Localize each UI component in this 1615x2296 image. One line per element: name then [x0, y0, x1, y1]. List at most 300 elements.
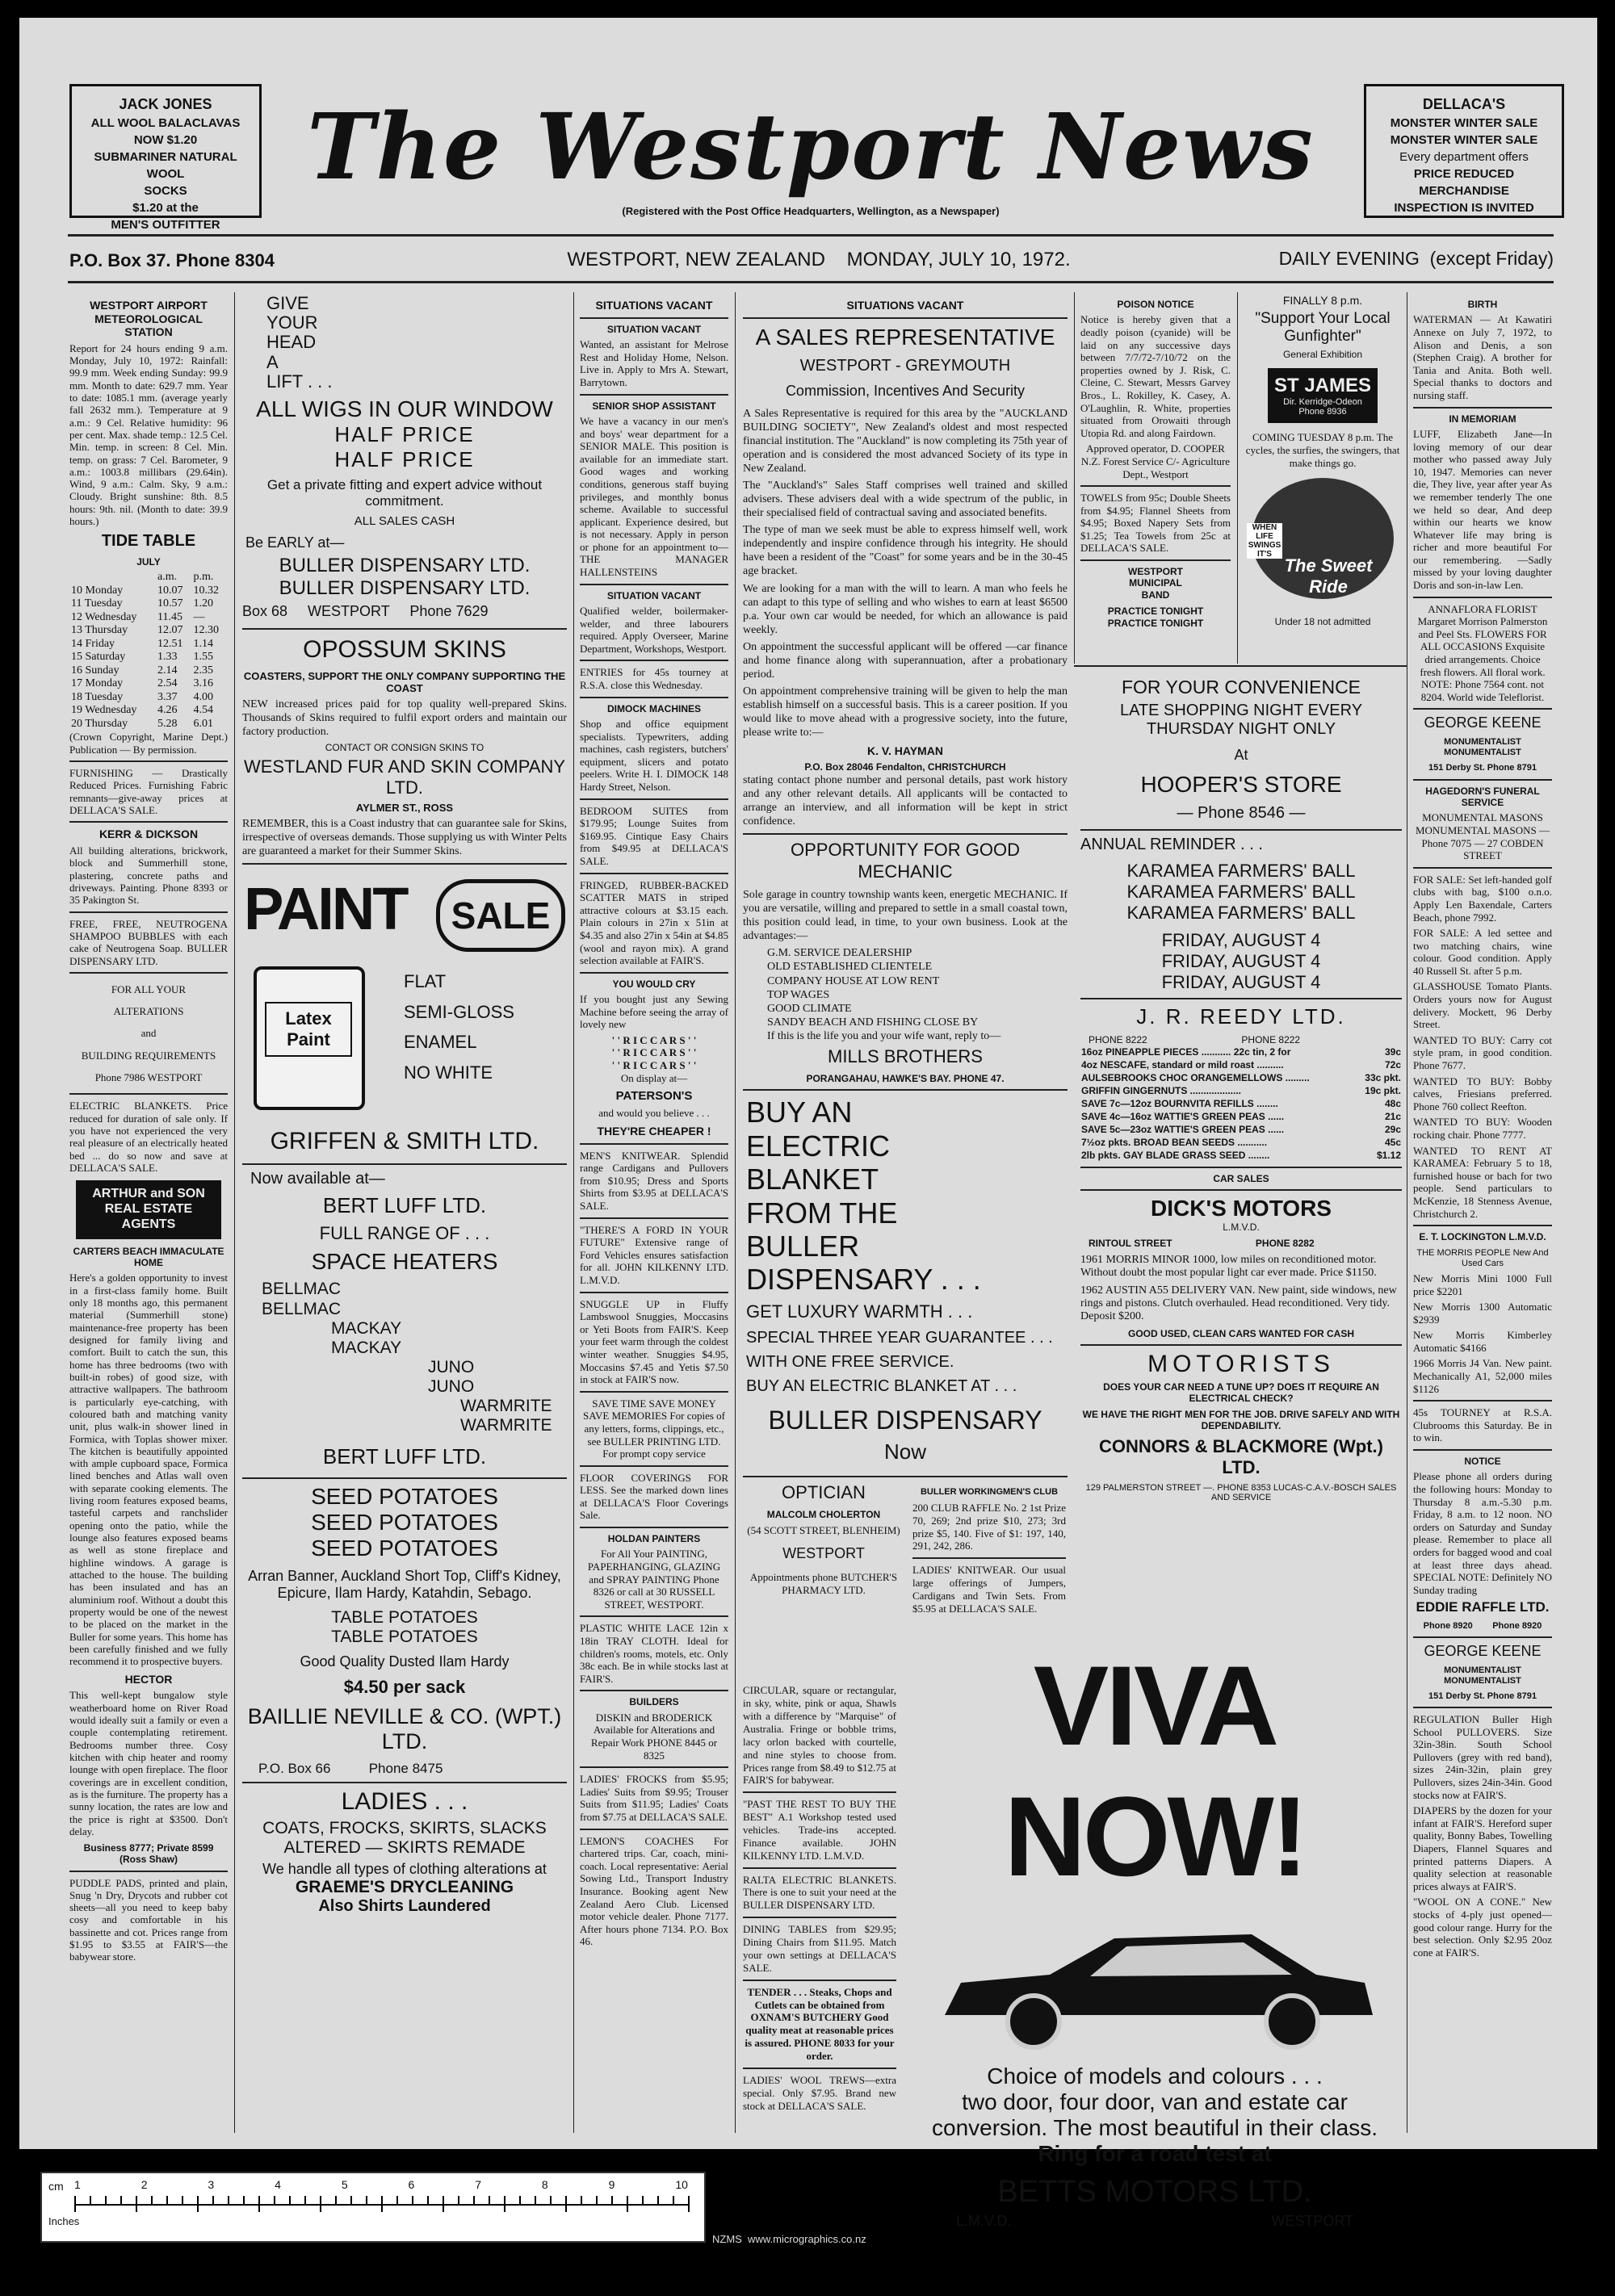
- weather-report: Report for 24 hours ending 9 a.m. Monday, July 10, 1972: Rainfall: 99.9 mm. Week ending Sunday: 99.9 mm. Month to date: 629.7 mm. Year to date: 1085.1 mm. (average yearly fall 2632 mm.). Temperature at 9 a.m.: 9 Cel. Relative humidity: 96 per cent. Max. shade temp.: 12.5 Cel. Min. temp. in screen: 8 Cel. Min. temp. on grass: 7 Cel. Barometer, 9 a.m.: 1003.8 millibars (29.64in). Wind, 9 a.m.: Calm. Sky, 9 a.m.: Cloudy. Bright sunshine: 8th. 8.5 hours: 9th. nil. (Month to date: 39.9 hours.): [69, 341, 228, 528]
- column-1: [69, 294, 228, 2135]
- tide-pm: 1.14: [193, 637, 213, 650]
- space-heaters: SPACE HEATERS: [311, 1249, 498, 1275]
- grocery-row: [1080, 1123, 1402, 1136]
- band-line: WESTPORT: [1128, 566, 1183, 578]
- tide-row: [69, 597, 228, 611]
- paint-can-ad: [242, 958, 567, 1128]
- separator: [1080, 485, 1231, 487]
- grocery-item: 16oz PINEAPPLE PIECES ........... 22c tin, 2 for: [1081, 1046, 1291, 1058]
- sv-heading: SITUATIONS VACANT: [595, 299, 713, 312]
- connors-blackmore: CONNORS & BLACKMORE (Wpt.) LTD.: [1099, 1436, 1383, 1477]
- finally: FINALLY 8 p.m.: [1282, 294, 1363, 307]
- cholerton: MALCOLM CHOLERTON: [766, 1509, 881, 1521]
- heater-brands: [242, 1280, 567, 1435]
- cars-wanted: GOOD USED, CLEAN CARS WANTED FOR CASH: [1127, 1328, 1354, 1339]
- hagedorns: HAGEDORN'S FUNERAL SERVICE: [1425, 785, 1540, 808]
- ladies-headline: LADIES . . .: [341, 1787, 468, 1815]
- heater-brand: JUNO: [428, 1357, 475, 1376]
- separator: [580, 1690, 728, 1691]
- notice-heading: NOTICE: [1464, 1456, 1501, 1468]
- reedy-phone: PHONE 8222 PHONE 8222: [1089, 1034, 1301, 1045]
- tide-am: 10.07: [157, 584, 183, 597]
- give-line: YOUR: [266, 312, 318, 333]
- ruler-tick: [90, 2196, 91, 2204]
- optician-westport: WESTPORT: [782, 1544, 865, 1561]
- ruler-inches: Inches: [48, 2215, 80, 2227]
- separator: [743, 1867, 896, 1869]
- ruler-tick: [565, 2196, 567, 2212]
- conversion: conversion. The most beautiful in their class.: [932, 2115, 1378, 2140]
- ruler-tick: [350, 2196, 352, 2204]
- ruler-tick: [504, 2196, 505, 2212]
- masthead-rule: [68, 234, 1554, 237]
- grocery-row: [1080, 1058, 1402, 1071]
- separator: [69, 972, 228, 974]
- alter-line: BUILDING REQUIREMENTS: [81, 1049, 216, 1062]
- when-life: WHEN LIFE SWINGS IT'S: [1248, 523, 1282, 559]
- guarantee-text: SPECIAL THREE YEAR GUARANTEE . . .: [746, 1328, 1053, 1347]
- ruler-tick: [657, 2196, 659, 2204]
- morris-model: 1966 Morris J4 Van. New paint. Mechanically A1, 52,000 miles: [1413, 1357, 1552, 1383]
- now-word: Now: [883, 1439, 926, 1464]
- under-18: Under 18 not admitted: [1274, 616, 1371, 627]
- separator: [1080, 1189, 1402, 1191]
- ear-line: NOW $1.20: [133, 133, 198, 148]
- tide-row: [69, 624, 228, 638]
- memoriam-notice: LUFF, Elizabeth Jane—In loving memory of our dear mother who passed away July 10, 1947. Memories can never die, They live, year after year As we remember tenderly The one we held so dear, And deep within our hearts we know Whatever life may bring is richer and more beautiful For our remembering. —Sadly missed by your loving daughter Doris and son-in-law Len.: [1413, 427, 1552, 592]
- baillie-neville: BAILLIE NEVILLE & CO. (WPT.) LTD.: [247, 1703, 562, 1753]
- seed-potatoes: SEED POTATOES: [311, 1509, 498, 1535]
- betts-motors: BETTS MOTORS LTD.: [997, 2175, 1312, 2209]
- reedy-title: J. R. REEDY LTD.: [1136, 1004, 1346, 1029]
- tide-month: JULY: [136, 556, 161, 568]
- grocery-price: 21c: [1384, 1111, 1401, 1122]
- half-price: HALF PRICE: [334, 446, 475, 471]
- patersons: PATERSON'S: [615, 1089, 693, 1104]
- ilam-hardy: Good Quality Dusted Ilam Hardy: [300, 1653, 510, 1670]
- ear-dellacas: [1364, 84, 1564, 218]
- lockington-sub: THE MORRIS PEOPLE New And Used Cars: [1416, 1247, 1549, 1268]
- separator: [1413, 1225, 1552, 1226]
- advantage: GOOD CLIMATE: [767, 1002, 852, 1015]
- finish-item: NO WHITE: [404, 1062, 493, 1083]
- wanted-chair: WANTED TO BUY: Wooden rocking chair. Phone 7777.: [1413, 1116, 1552, 1141]
- glasshouse-ad: GLASSHOUSE Tomato Plants. Orders yours now for August delivery. Mockett, 96 Derby Street.: [1413, 980, 1552, 1031]
- viva-now-headline: VIVA NOW!: [1004, 1642, 1306, 1900]
- tide-day: 11 Tuesday: [71, 597, 123, 610]
- hoopers-phone: — Phone 8546 —: [1177, 804, 1306, 822]
- tender-ad: TENDER . . . Steaks, Chops and Cutlets can be obtained from OXNAM'S BUTCHERY Good quality meat at reasonable prices is assured. PHONE 8033 for your order.: [745, 1985, 895, 2062]
- raffle-text: 200 CLUB RAFFLE No. 2 1st Prize 70, 269; 2nd prize $10, 273; 3rd prize $5, 140. Five of $1: 197, 140, 291, 242, 286.: [912, 1501, 1066, 1552]
- heater-brand: WARMRITE: [460, 1416, 552, 1435]
- morris-list: [1413, 1272, 1552, 1395]
- ear-line: $1.20 at the: [132, 201, 199, 216]
- give-line: GIVE: [266, 293, 309, 313]
- separator: [1413, 1449, 1552, 1451]
- column-7: [1413, 294, 1552, 2135]
- tide-pm: 12.30: [193, 624, 219, 637]
- cheaper-text: THEY'RE CHEAPER !: [597, 1124, 711, 1138]
- westland-fur: WESTLAND FUR AND SKIN COMPANY LTD.: [243, 756, 566, 798]
- separator: [580, 972, 728, 974]
- workingmens-ad: [912, 1482, 1066, 1618]
- tide-col: p.m.: [193, 571, 214, 584]
- right-men: WE HAVE THE RIGHT MEN FOR THE JOB. DRIVE SAFELY AND WITH DEPENDABILITY.: [1082, 1409, 1400, 1431]
- ruler-tick: [243, 2196, 245, 2204]
- ear-line: SOCKS: [144, 184, 187, 199]
- tide-am: 12.51: [157, 637, 183, 650]
- tide-row: [69, 718, 228, 731]
- viva-footer: [956, 2213, 1353, 2230]
- ruler-tick: [74, 2196, 76, 2212]
- ruler-num: 5: [341, 2178, 348, 2191]
- tide-day: 10 Monday: [71, 584, 124, 597]
- grocery-list: [1080, 1045, 1402, 1162]
- porangahau: PORANGAHAU, HAWKE'S BAY. PHONE 47.: [806, 1072, 1005, 1084]
- late-shopping: LATE SHOPPING NIGHT EVERY THURSDAY NIGHT ONLY: [1119, 702, 1363, 738]
- ruler-tick: [366, 2196, 367, 2204]
- dining-ad: DINING TABLES from $29.95; Dining Chairs from $11.95. Match your own settings at DELLACA'S SALE.: [743, 1923, 896, 1974]
- wife-text: If this is the life you and your wife want, reply to—: [767, 1029, 1001, 1042]
- ruler-num: 1: [74, 2178, 81, 2191]
- rintoul-street: RINTOUL STREET PHONE 8282: [1089, 1238, 1315, 1249]
- morris-item: [1413, 1272, 1552, 1297]
- separator: [743, 2068, 896, 2069]
- separator: [1413, 708, 1552, 710]
- dicks-lmvd: L.M.V.D.: [1223, 1221, 1260, 1233]
- car-sales-heading: CAR SALES: [1213, 1173, 1269, 1184]
- notice-text: Please phone all orders during the following hours: Monday to Thursday 8 a.m.-5.30 p.m. Friday, 8 a.m. to 12 noon. NO orders on Saturday and Sunday please. Remember to place all orders for bagged wood and coal at least three days ahead. SPECIAL NOTE: Definitely NO Sunday trading: [1413, 1470, 1552, 1596]
- ruler-tick: [427, 2196, 429, 2204]
- price-per-sack: $4.50 per sack: [343, 1676, 466, 1697]
- frocks-ad: LADIES' FROCKS from $5.95; Ladies' Suits from $9.95; Trouser Suits from $11.95; Ladies' Coats from $7.75 at DELLACA'S SALE.: [580, 1773, 728, 1823]
- sv2-ad: Qualified welder, boilermaker-welder, and three labourers required. Apply Overseer, Marine Department, Workshops, Westport.: [580, 605, 728, 655]
- grocery-price: 72c: [1384, 1059, 1401, 1070]
- tide-row: [69, 584, 228, 598]
- ruler-tick: [396, 2196, 398, 2204]
- tide-table: [69, 571, 228, 731]
- karamea-ball: KARAMEA FARMERS' BALL: [1126, 861, 1356, 881]
- towels-ad: TOWELS from 95c; Double Sheets from $4.95; Flannel Sheets from $4.95; Boxed Napery Sets from $1.25; Tea Towels from 25c at DELLACA'S SALE.: [1080, 492, 1231, 555]
- buy-line: BLANKET: [746, 1163, 879, 1196]
- karamea-ball: KARAMEA FARMERS' BALL: [1126, 903, 1356, 923]
- tourney-ad: 45s TOURNEY at R.S.A. Clubrooms this Saturday. Be in to win.: [1413, 1406, 1552, 1444]
- george-keene: GEORGE KEENE: [1424, 714, 1542, 731]
- ear-line: DELLACA'S: [1422, 96, 1506, 112]
- floor-ad: FLOOR COVERINGS FOR LESS. See the marked down lines at DELLACA'S Floor Coverings Sale.: [580, 1471, 728, 1522]
- morris-model: New Morris 1300 Automatic: [1413, 1301, 1552, 1313]
- fringed-ad: FRINGED, RUBBER-BACKED SCATTER MATS in striped attractive colours at $3.15 each. Plain colours in 27in x 51in at $4.35 and also 27in x 54in at $4.85 (wool and rayon mix). A grand selection available at FAIR'S.: [580, 878, 728, 967]
- separator: [1413, 1636, 1552, 1638]
- door-options: two door, four door, van and estate car: [962, 2089, 1348, 2114]
- ruler-tick: [120, 2196, 122, 2204]
- morris-model: New Morris Kimberley Automatic: [1413, 1329, 1552, 1354]
- kerr-ad: All building alterations, brickwork, block and Summerhill stone, plastering, concrete paths and driveways. Painting. Phone 8393 or 35 Pakington St.: [69, 844, 228, 907]
- westport-greymouth: WESTPORT - GREYMOUTH: [799, 357, 1011, 375]
- ralta-ad: RALTA ELECTRIC BLANKETS. There is one to suit your need at the BULLER DISPENSARY LTD.: [743, 1873, 896, 1912]
- rep-body: On appointment comprehensive training will be given to help the man establish himself on a successful basis. This is a career position. If you would like to move ahead with a progressive society, into the future, please write to:—: [743, 685, 1068, 739]
- grocery-item: 2lb pkts. GAY BLADE GRASS SEED ........: [1081, 1150, 1270, 1161]
- separator: [1413, 867, 1552, 869]
- grocery-price: 19c pkt.: [1365, 1085, 1401, 1096]
- separator: [580, 697, 728, 698]
- finish-item: SEMI-GLOSS: [404, 1001, 514, 1022]
- memoriam-heading: IN MEMORIAM: [1449, 413, 1516, 425]
- arthur-logo: ARTHUR and SON REAL ESTATE AGENTS: [76, 1180, 221, 1239]
- opossum-remember: REMEMBER, this is a Coast industry that can guarantee sale for Skins, irrespective of overseas demands. Those supplying us with Winter Pelts are guaranteed a market for their Summer Skins.: [242, 818, 567, 858]
- separator: [1413, 779, 1552, 781]
- griffen-smith: GRIFFEN & SMITH LTD.: [270, 1128, 539, 1155]
- ruler-tick: [136, 2196, 137, 2212]
- tide-day: 16 Sunday: [71, 664, 120, 677]
- advantages-list: [767, 946, 1068, 1029]
- separator: [1413, 1400, 1552, 1401]
- ruler-tick: [412, 2196, 413, 2204]
- morris-item: [1413, 1301, 1552, 1326]
- tide-row: [69, 611, 228, 625]
- hagedorns-sub: MONUMENTAL MASONS MONUMENTAL MASONS — Phone 7075 — 27 COBDEN STREET: [1415, 811, 1550, 862]
- workingmens-heading: BULLER WORKINGMEN'S CLUB: [920, 1487, 1059, 1498]
- bert-luff-2: BERT LUFF LTD.: [322, 1443, 487, 1469]
- morris-minor: 1961 MORRIS MINOR 1000, low miles on reconditioned motor. Without doubt the most popular light car ever made. Price $1150.: [1080, 1254, 1377, 1279]
- wanted-calves: WANTED TO BUY: Bobby calves, Friesians preferred. Phone 760 collect Reefton.: [1413, 1075, 1552, 1112]
- believe-text: and would you believe . . .: [598, 1107, 710, 1120]
- column-6: [1244, 294, 1402, 665]
- ruler-num: 7: [475, 2178, 482, 2191]
- ruler-tick: [182, 2196, 183, 2204]
- circular-ad: CIRCULAR, square or rectangular, in sky, white, pink or aqua, Shawls with a difference by "Marquise" of Australia. Fringe or bobble trims, lacy orlon backed with courtelle, and nine styles to choose from. Prices range from $8.49 to $12.75 at FAIR'S for babywear.: [743, 1684, 896, 1787]
- aylmer-st: AYLMER ST., ROSS: [355, 802, 454, 815]
- separator: [743, 833, 1068, 835]
- hector-heading: HECTOR: [124, 1672, 173, 1686]
- morris-price: $2939: [1413, 1313, 1440, 1326]
- ruler-nums: [74, 2178, 688, 2191]
- ruler-tick: [673, 2196, 674, 2204]
- riccars-line: ' ' R I C C A R S ' ': [611, 1033, 697, 1046]
- finishes-list: [404, 966, 514, 1087]
- ear-line: MONSTER WINTER SALE: [1390, 116, 1538, 131]
- for-sale-settee: FOR SALE: A led settee and two matching chairs, wine colour. Good condition. Apply 40 Russell St. after 5 p.m.: [1413, 927, 1552, 977]
- separator: [580, 1143, 728, 1145]
- separator: [743, 1917, 896, 1918]
- grocery-item: 4oz NESCAFE, standard or mild roast ..........: [1081, 1059, 1284, 1070]
- lace-ad: PLASTIC WHITE LACE 12in x 18in TRAY CLOTH. Ideal for children's rooms, motels, etc. Only 38c each. Be in while stocks last at FAIR'S.: [580, 1622, 728, 1685]
- cry-heading: YOU WOULD CRY: [612, 978, 696, 990]
- keene2-sub: MONUMENTALIST MONUMENTALIST: [1444, 1665, 1521, 1686]
- seed-potatoes: SEED POTATOES: [311, 1483, 498, 1509]
- riccars-line: ' ' R I C C A R S ' ': [611, 1046, 697, 1059]
- rep-body: A Sales Representative is required for this area by the "AUCKLAND BUILDING SOCIETY", New Zealand's oldest and most respected financial institution. The "Auckland" is now completing its 75th year of operation and is considered the most advanced Society of its type in New Zealand.: [743, 407, 1068, 475]
- grocery-item: 7½oz pkts. BROAD BEAN SEEDS ...........: [1081, 1137, 1268, 1148]
- heater-brand: MACKAY: [331, 1318, 402, 1338]
- ford-ad: "THERE'S A FORD IN YOUR FUTURE" Extensive range of Ford Vehicles ensures satisfaction for all. JOHN KILKENNY LTD. L.M.V.D.: [580, 1223, 728, 1286]
- morris-price: Full price $2201: [1413, 1272, 1552, 1297]
- separator: [580, 1829, 728, 1830]
- alter-line: ALTERATIONS: [113, 1005, 184, 1018]
- varieties: Arran Banner, Auckland Short Top, Cliff's Kidney, Epicure, Ilam Hardy, Katahdin, Sebago.: [248, 1567, 561, 1601]
- approved-operator: Approved operator, D. COOPER N.Z. Forest Service C/- Agriculture Dept., Westport: [1080, 442, 1231, 480]
- ruler-tick: [212, 2196, 214, 2204]
- poison-heading: POISON NOTICE: [1117, 299, 1194, 310]
- paint-can-icon: [254, 966, 365, 1110]
- advantage: OLD ESTABLISHED CLIENTELE: [767, 961, 933, 974]
- grocery-row: [1080, 1097, 1402, 1110]
- austin-van: 1962 AUSTIN A55 DELIVERY VAN. New paint, side windows, new rings and pistons. Clutch overhauled. Head reconditioned. Very tidy. Deposit $200.: [1080, 1284, 1397, 1322]
- tide-pm: 10.32: [193, 584, 219, 597]
- grocery-item: SAVE 5c—23oz WATTIE'S GREEN PEAS ......: [1081, 1124, 1285, 1135]
- alterations-ad: [69, 978, 228, 1088]
- wool-cone-ad: "WOOL ON A CONE." New stocks of 4-ply just opened—good colour range. Hurry for the best selection. Only $2.95 20oz cone at FAIR'S.: [1413, 1896, 1552, 1959]
- bert-luff: BERT LUFF LTD.: [322, 1193, 487, 1218]
- grocery-item: SAVE 7c—12oz BOURNVITA REFILLS ........: [1081, 1098, 1278, 1109]
- separator: [242, 863, 567, 865]
- tide-am: 1.33: [157, 651, 178, 664]
- keene-sub: MONUMENTALIST MONUMENTALIST: [1444, 737, 1521, 758]
- grocery-price: 29c: [1384, 1124, 1401, 1135]
- tide-row: [69, 664, 228, 678]
- buy-line: FROM THE: [746, 1196, 898, 1230]
- tide-pm: 2.35: [193, 664, 213, 677]
- separator: [580, 873, 728, 874]
- ruler-tick: [443, 2196, 444, 2212]
- sv-heading-2: SITUATIONS VACANT: [846, 299, 964, 312]
- tide-day: 18 Tuesday: [71, 690, 124, 703]
- band-notice: [1080, 566, 1231, 629]
- luxury-text: GET LUXURY WARMTH . . .: [746, 1301, 973, 1322]
- birth-heading: BIRTH: [1467, 299, 1498, 310]
- builders-heading: BUILDERS: [629, 1696, 679, 1708]
- separator: [580, 1217, 728, 1219]
- advantage: SANDY BEACH AND FISHING CLOSE BY: [767, 1016, 979, 1029]
- eddie-phone: Phone 8920 Phone 8920: [1423, 1620, 1542, 1631]
- motorists: MOTORISTS: [1147, 1351, 1335, 1377]
- grocery-item: GRIFFIN GINGERNUTS ...................: [1081, 1085, 1242, 1096]
- separator: [1413, 1707, 1552, 1708]
- tide-row: [69, 638, 228, 652]
- george-keene-2: GEORGE KEENE: [1424, 1642, 1542, 1659]
- tide-am: 12.07: [157, 624, 183, 637]
- buy-line: ELECTRIC: [746, 1129, 891, 1163]
- give-line: HEAD: [266, 332, 317, 353]
- table-potatoes: TABLE POTATOES: [331, 1627, 478, 1646]
- palmerston-street: 129 PALMERSTON STREET —. PHONE 8353 LUCAS-C.A.V.-BOSCH SALES AND SERVICE: [1085, 1483, 1397, 1502]
- opp-body: Sole garage in country township wants keen, energetic MECHANIC. If you are versatile, willing and prepared to settle in a small coastal town, this position could lead, in time, to your own business. Look at the advantages:—: [743, 889, 1068, 943]
- sv1-heading: SITUATION VACANT: [606, 323, 702, 335]
- early-text: Be EARLY at—: [245, 534, 345, 551]
- betts-lmvd: L.M.V.D.: [956, 2213, 1012, 2229]
- tide-pm: 3.16: [193, 677, 213, 690]
- band-line: BAND: [1141, 589, 1170, 601]
- half-price: HALF PRICE: [334, 421, 475, 446]
- now-available: Now available at—: [250, 1170, 385, 1188]
- buy-at-text: BUY AN ELECTRIC BLANKET AT . . .: [746, 1377, 1017, 1396]
- alter-line: and: [141, 1027, 157, 1040]
- commission-text: Commission, Incentives And Security: [785, 382, 1026, 399]
- separator: [242, 628, 567, 630]
- neutrogena-ad: FREE, FREE, NEUTROGENA SHAMPOO BUBBLES with each cake of Neutrogena Soap. BULLER DISPENSARY LTD.: [69, 917, 228, 967]
- regulation-ad: REGULATION Buller High School PULLOVERS. Size 32in-38in. South School Pullovers (grey with red band), sizes 24in-32in, plain grey Pullovers, sizes 24in-34in. Good stocks now at FAIR'S.: [1413, 1713, 1552, 1801]
- column-2: [242, 294, 567, 2135]
- tide-am: 2.54: [157, 677, 178, 690]
- table-potatoes: TABLE POTATOES: [331, 1607, 478, 1627]
- ruler-num: 8: [541, 2178, 548, 2191]
- grocery-row: [1080, 1045, 1402, 1058]
- ruler-tick: [627, 2196, 628, 2212]
- separator: [69, 1093, 228, 1095]
- separator: [743, 1089, 1068, 1091]
- tide-pm: 1.55: [193, 651, 213, 664]
- tide-day: 12 Wednesday: [71, 610, 137, 623]
- morris-price: $1126: [1413, 1382, 1440, 1395]
- blankets-ad: ELECTRIC BLANKETS. Price reduced for duration of sale only. If you have not experienced the very real pleasure of an electrically heated bed ... do so now and save at DELLACA'S SALE.: [69, 1100, 228, 1174]
- separator: [1080, 998, 1402, 999]
- tide-row: [69, 677, 228, 691]
- entries-ad: ENTRIES for 45s tourney at R.S.A. close this Wednesday.: [580, 666, 728, 692]
- separator: [580, 1292, 728, 1293]
- ruler-tick: [519, 2196, 521, 2204]
- separator: [580, 317, 728, 319]
- separator: [580, 394, 728, 396]
- ruler-tick: [596, 2196, 598, 2204]
- rep-body: The "Auckland's" Sales Staff comprises well trained and skilled advisers. These advisers deal with a wide spectrum of the public, in their specialised field of contractual saving and associated benefits.: [743, 479, 1068, 520]
- separator: [1080, 559, 1231, 561]
- coats-text: COATS, FROCKS, SKIRTS, SLACKS ALTERED — SKIRTS REMADE: [262, 1818, 547, 1857]
- band-line: PRACTICE TONIGHT: [1107, 605, 1204, 618]
- ruler-tick: [581, 2196, 582, 2204]
- separator: [743, 1980, 896, 1981]
- cash-text: ALL SALES CASH: [354, 513, 455, 528]
- heater-brand: BELLMAC: [262, 1299, 342, 1318]
- separator: [580, 798, 728, 800]
- separator: [242, 1782, 567, 1783]
- ruler-tick: [688, 2196, 690, 2212]
- optician-headline: OPTICIAN: [782, 1482, 866, 1503]
- opportunity-headline: OPPORTUNITY FOR GOOD MECHANIC: [791, 840, 1020, 882]
- karamea-ball: KARAMEA FARMERS' BALL: [1126, 882, 1356, 902]
- poison-notice: Notice is hereby given that a deadly poison (cyanide) will be laid on any successive days between 7/7/72-7/10/72 on the properties owned by J. Risk, C. Cleine, C. Stewart, Messrs Garvey Bros., L. Rokilley, K. Casey, A. O'Laughlin, R. White, properties situated from Orowaiti through Utopia Rd. and along Fairdown.: [1080, 313, 1231, 439]
- advantage: COMPANY HOUSE AT LOW RENT: [767, 974, 940, 987]
- tide-am: 10.57: [157, 597, 183, 610]
- annual-reminder: ANNUAL REMINDER . . .: [1080, 836, 1263, 853]
- separator: [743, 317, 1068, 319]
- tide-pm: —: [193, 610, 205, 623]
- tide-am: 4.26: [157, 704, 178, 717]
- tide-pm: 4.54: [193, 704, 213, 717]
- heater-brand: WARMRITE: [460, 1397, 552, 1416]
- buy-line: BULLER: [746, 1229, 860, 1263]
- tide-pm: 1.20: [193, 597, 213, 610]
- opossum-headline: OPOSSUM SKINS: [303, 635, 506, 663]
- separator: [580, 660, 728, 661]
- daily-evening: DAILY EVENING (except Friday): [1278, 248, 1554, 269]
- ruler-tick: [166, 2196, 168, 2204]
- dateline-rule: [68, 281, 1554, 283]
- heater-brand: MACKAY: [331, 1338, 402, 1357]
- ladies-knit-ad: LADIES' KNITWEAR. Our usual large offerings of Jumpers, Cardigans and Twin Sets. From $5.95 at DELLACA'S SALE.: [912, 1564, 1066, 1615]
- ball-date: FRIDAY, AUGUST 4: [1161, 951, 1321, 971]
- hoopers-store: HOOPER'S STORE: [1140, 772, 1342, 797]
- carters-heading: CARTERS BEACH IMMACULATE HOME: [73, 1245, 224, 1269]
- kerr-heading: KERR & DICKSON: [99, 827, 199, 841]
- band-line: MUNICIPAL: [1129, 577, 1182, 589]
- grocery-price: $1.12: [1376, 1150, 1401, 1161]
- general-exhibition: General Exhibition: [1282, 349, 1363, 360]
- tide-pm: 6.01: [193, 717, 213, 730]
- rep-body: stating contact phone number and personal details, past work history and any other relevant details. All applicants will be contacted to arrange an interview, and all information will be kept in strict confidence.: [743, 774, 1068, 828]
- ruler-num: 6: [408, 2178, 415, 2191]
- wanted-pram: WANTED TO BUY: Carry cot style pram, in good condition. Phone 7677.: [1413, 1033, 1552, 1072]
- heater-brand: BELLMAC: [262, 1280, 342, 1299]
